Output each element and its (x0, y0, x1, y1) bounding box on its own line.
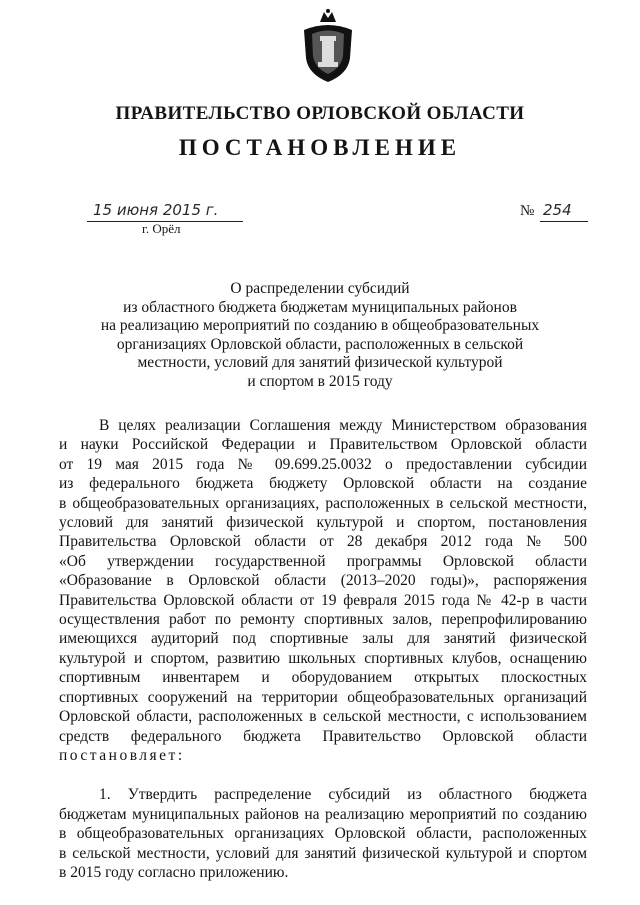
preamble-line: в общеобразовательных организациях, расположенных в сельской местности, (59, 494, 587, 512)
document-type-title: ПОСТАНОВЛЕНИЕ (178, 135, 462, 160)
number-field (540, 203, 588, 222)
item1-line: в 2015 году согласно приложению. (59, 863, 289, 881)
preamble-line: «Образование в Орловской области (2013–2020 годы)», распоряжения (59, 572, 587, 590)
item1-line: в общеобразовательных организациях Орловской области, расположенных (59, 825, 587, 843)
preamble-line: Правительства Орловской области от 28 декабря 2012 года № 500 (59, 533, 587, 551)
handwritten-date: 15 июня 2015 г. (93, 201, 219, 219)
government-title: ПРАВИТЕЛЬСТВО ОРЛОВСКОЙ ОБЛАСТИ (115, 103, 525, 124)
preamble-line: из федерального бюджета бюджету Орловской области на создание (59, 475, 587, 493)
handwritten-number: 254 (543, 201, 572, 219)
preamble-line: от 19 мая 2015 года № 09.699.25.0032 о предоставлении субсидии (59, 455, 587, 473)
preamble-line: условий для занятий физической культурой и спортом, постановления (59, 514, 587, 532)
subject-line: организациях Орловской области, расположенных в сельской (116, 335, 524, 353)
subject-line: из областного бюджета бюджетам муниципальных районов (123, 298, 517, 316)
subject-heading (100, 280, 540, 391)
preamble-line: Правительства Орловской области от 19 февраля 2015 года № 42-р в части (59, 591, 587, 609)
preamble-line: «Об утверждении государственной программы Орловской области (59, 552, 587, 570)
subject-line: на реализацию мероприятий по созданию в общеобразовательных (100, 317, 540, 334)
preamble-line: Орловской области, расположенных в сельской местности, с использованием (59, 708, 587, 726)
subject-line: и спортом в 2015 году (247, 372, 393, 390)
subject-line: местности, условий для занятий физической культурой (137, 354, 503, 371)
preamble-line: В целях реализации Соглашения между Министерством образования (99, 417, 587, 434)
city-label: г. Орёл (142, 221, 181, 236)
item1-line: 1. Утвердить распределение субсидий из областного бюджета (99, 786, 587, 804)
preamble-line: средств федерального бюджета Правительство Орловской области (59, 727, 587, 745)
preamble-line: культурой и спортом, развитию школьных спортивных клубов, оснащению (59, 649, 587, 667)
document-body (59, 416, 587, 882)
preamble-line: имеющихся аудиторий под спортивные залы для занятий физической (59, 630, 587, 648)
item1-line: в сельской местности, условий для занятий физической культурой и спортом (59, 844, 587, 862)
coat-of-arms-emblem (300, 8, 356, 84)
item1-line: бюджетам муниципальных районов на реализацию мероприятий по созданию (59, 805, 587, 823)
preamble-line: и науки Российской Федерации и Правительством Орловской области (59, 436, 587, 454)
subject-line: О распределении субсидий (230, 280, 410, 297)
resolves-word: постановляет: (59, 746, 185, 764)
preamble-line: спортивных сооружений на территории общеобразовательных организаций (59, 688, 587, 706)
number-label: № (520, 203, 535, 219)
preamble-line: осуществления работ по ремонту спортивных залов, перепрофилированию (59, 611, 587, 629)
date-field (87, 203, 243, 222)
preamble-line: спортивным инвентарем и оборудованием открытых плоскостных (59, 669, 587, 687)
